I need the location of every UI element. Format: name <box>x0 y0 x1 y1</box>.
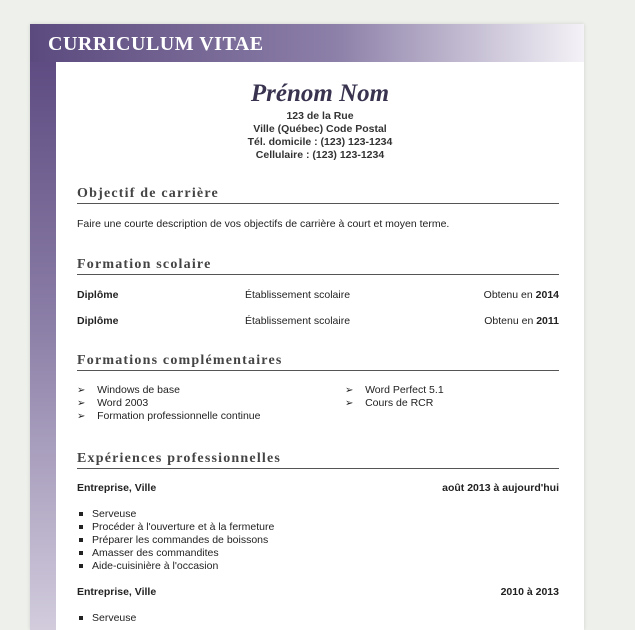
city-postal: Ville (Québec) Code Postal <box>253 123 387 135</box>
list-item: ➢ Word 2003 <box>77 397 149 409</box>
arrow-bullet-icon: ➢ <box>345 385 354 396</box>
job-dates: 2010 à 2013 <box>500 586 559 598</box>
list-item: ➢ Formation professionnelle continue <box>77 410 261 422</box>
job-employer: Entreprise, Ville <box>77 586 157 598</box>
education-obtained: Obtenu en 2014 <box>483 289 559 301</box>
document-title: CURRICULUM VITAE <box>48 33 264 55</box>
list-item: Préparer les commandes de boissons <box>79 534 268 546</box>
full-name: Prénom Nom <box>250 80 390 107</box>
section-title-complementary: Formations complémentaires <box>77 353 559 371</box>
section-title-experience: Expériences professionnelles <box>77 451 559 469</box>
header-banner <box>30 24 584 62</box>
section-title-objective: Objectif de carrière <box>77 186 559 204</box>
arrow-bullet-icon: ➢ <box>77 385 86 396</box>
section-title-education: Formation scolaire <box>77 257 559 275</box>
education-year: 2011 <box>536 315 559 327</box>
list-item: Aide-cuisinière à l'occasion <box>79 560 218 572</box>
arrow-bullet-icon: ➢ <box>345 398 354 409</box>
list-item: ➢ Word Perfect 5.1 <box>345 384 444 396</box>
bullet-icon <box>79 525 83 529</box>
bullet-icon <box>79 564 83 568</box>
bullet-icon <box>79 512 83 516</box>
list-item: Serveuse <box>79 612 136 624</box>
education-school: Établissement scolaire <box>245 315 351 327</box>
list-item: ➢ Cours de RCR <box>345 397 434 409</box>
bullet-icon <box>79 551 83 555</box>
sidebar-stripe <box>30 62 56 630</box>
list-item: ➢ Windows de base <box>77 384 180 396</box>
cell-phone: Cellulaire : (123) 123-1234 <box>255 149 385 161</box>
bullet-icon <box>79 538 83 542</box>
list-item: Serveuse <box>79 508 136 520</box>
education-school: Établissement scolaire <box>245 289 351 301</box>
arrow-bullet-icon: ➢ <box>77 411 86 422</box>
education-degree: Diplôme <box>77 315 119 327</box>
arrow-bullet-icon: ➢ <box>77 398 86 409</box>
objective-text: Faire une courte description de vos objectifs de carrière à court et moyen terme. <box>77 218 450 230</box>
list-item: Amasser des commandites <box>79 547 219 559</box>
job-dates: août 2013 à aujourd'hui <box>442 482 559 494</box>
street-address: 123 de la Rue <box>286 110 354 122</box>
education-obtained: Obtenu en 2011 <box>484 315 559 327</box>
home-phone: Tél. domicile : (123) 123-1234 <box>247 136 393 148</box>
education-degree: Diplôme <box>77 289 119 301</box>
resume-content <box>56 62 584 630</box>
list-item: Procéder à l'ouverture et à la fermeture <box>79 521 274 533</box>
job-employer: Entreprise, Ville <box>77 482 157 494</box>
education-year: 2014 <box>535 289 559 301</box>
bullet-icon <box>79 616 83 620</box>
